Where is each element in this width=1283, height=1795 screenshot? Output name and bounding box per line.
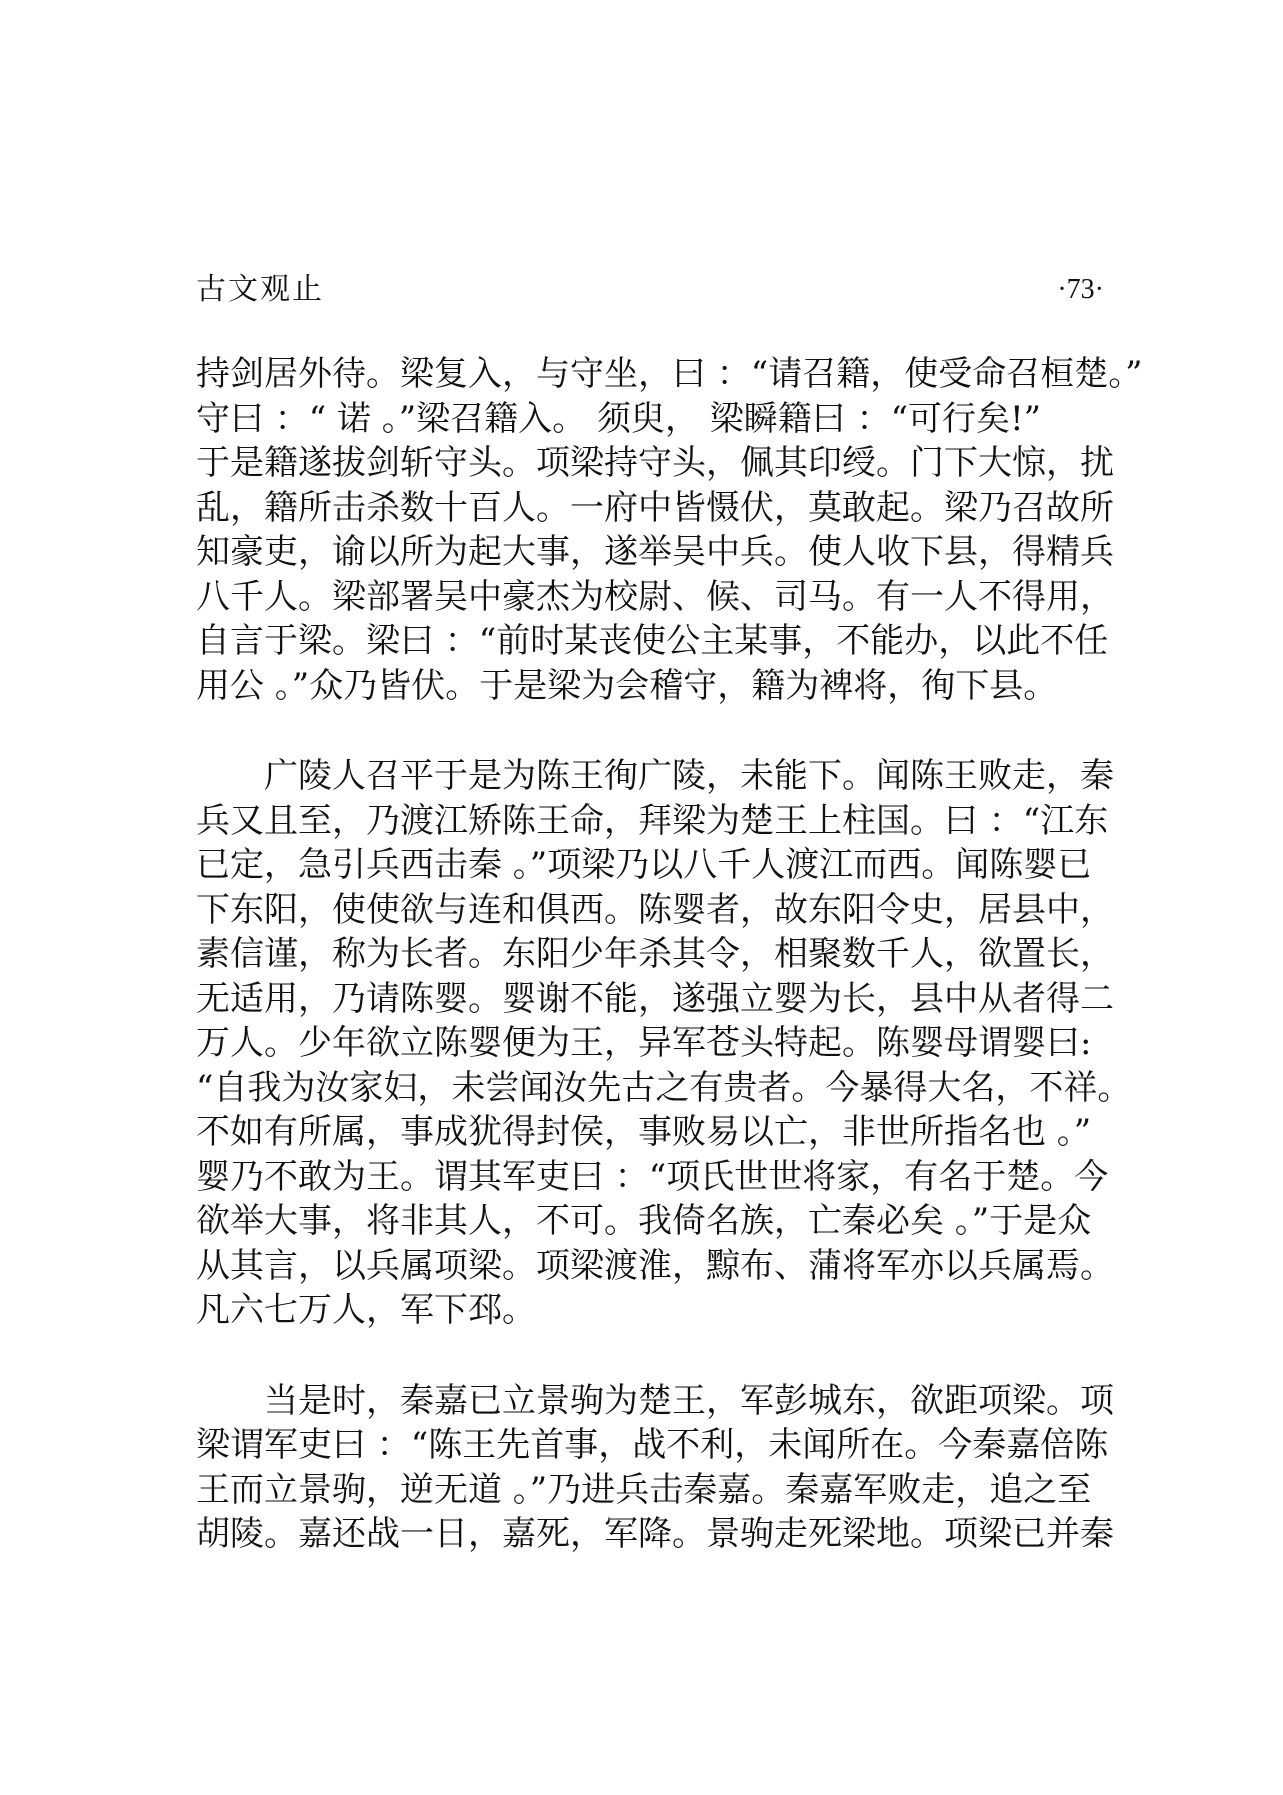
text-line: 凡六七万人，军下邳。: [196, 1290, 536, 1330]
text-line: 广陵人召平于是为陈王徇广陵，未能下。闻陈王败走，秦: [196, 756, 1114, 796]
text-line: 欲举大事，将非其人，不可。我倚名族，亡秦必矣 。”于是众: [196, 1201, 1092, 1241]
text-line: 万人。少年欲立陈婴便为王，异军苍头特起。陈婴母谓婴曰:: [196, 1023, 1092, 1063]
text-line: 知豪吏，谕以所为起大事，遂举吴中兵。使人收下县，得精兵: [196, 532, 1114, 572]
text-line: 从其言，以兵属项梁。项梁渡淮，黥布、蒲将军亦以兵属焉。: [196, 1245, 1114, 1286]
text-line: 无适用，乃请陈婴。婴谢不能，遂强立婴为长，县中从者得二: [196, 978, 1114, 1019]
paragraph-gap: [196, 1333, 1108, 1379]
text-line: 已定，急引兵西击秦 。”项梁乃以八千人渡江而西。闻陈婴已: [196, 845, 1092, 885]
text-line: 于是籍遂拔剑斩守头。项梁持守头，佩其印绶。门下大惊，扰: [196, 443, 1114, 483]
body-text: [196, 352, 1143, 1557]
text-line: 守曰 ：“ 诺 。”梁召籍入。 须臾， 梁瞬籍曰 ：“可行矣!”: [196, 398, 1042, 439]
text-line: 自言于梁。梁曰 ：“前时某丧使公主某事，不能办，以此不任: [196, 621, 1109, 661]
text-line: 用公 。”众乃皆伏。于是梁为会稽守，籍为裨将，徇下县。: [196, 665, 1058, 706]
text-line: 婴乃不敢为王。谓其军吏曰 ：“项氏世世将家，有名于楚。今: [196, 1156, 1109, 1197]
text-line: 兵又且至，乃渡江矫陈王命，拜梁为楚王上柱国。曰 ：“江东: [196, 800, 1109, 841]
text-line: “自我为汝家妇，未尝闻汝先古之有贵者。今暴得大名，不祥。: [196, 1067, 1132, 1108]
text-line: 当是时，秦嘉已立景驹为楚王，军彭城东，欲距项梁。项: [196, 1380, 1114, 1421]
text-line: 王而立景驹，逆无道 。”乃进兵击秦嘉。秦嘉军败走，追之至: [196, 1469, 1092, 1510]
text-line: 胡陵。嘉还战一日，嘉死，军降。景驹走死梁地。项梁已并秦: [196, 1514, 1114, 1554]
book-title: 古文观止: [196, 272, 324, 307]
text-line: 梁谓军吏曰 ：“陈王先首事，战不利，未闻所在。今秦嘉倍陈: [196, 1425, 1109, 1465]
paragraph-1: [196, 352, 1143, 708]
running-head: [196, 270, 1104, 310]
text-line: 乱，籍所击杀数十百人。一府中皆慑伏，莫敢起。梁乃召故所: [196, 487, 1114, 528]
paragraph-3: [196, 1379, 1114, 1557]
paragraph-gap: [196, 708, 1108, 754]
text-line: 不如有所属，事成犹得封侯，事败易以亡，非世所指名也 。”: [196, 1112, 1092, 1152]
paragraph-2: [196, 754, 1132, 1333]
page-number: ·73·: [1057, 274, 1104, 305]
text-line: 下东阳，使使欲与连和俱西。陈婴者，故东阳令史，居县中，: [196, 889, 1114, 930]
text-line: 八千人。梁部署吴中豪杰为校尉、候、司马。有一人不得用，: [196, 576, 1114, 617]
text-line: 持剑居外待。梁复入，与守坐，曰 ：“请召籍，使受命召桓楚。”: [196, 354, 1143, 394]
text-line: 素信谨，称为长者。东阳少年杀其令，相聚数千人，欲置长，: [196, 934, 1114, 974]
